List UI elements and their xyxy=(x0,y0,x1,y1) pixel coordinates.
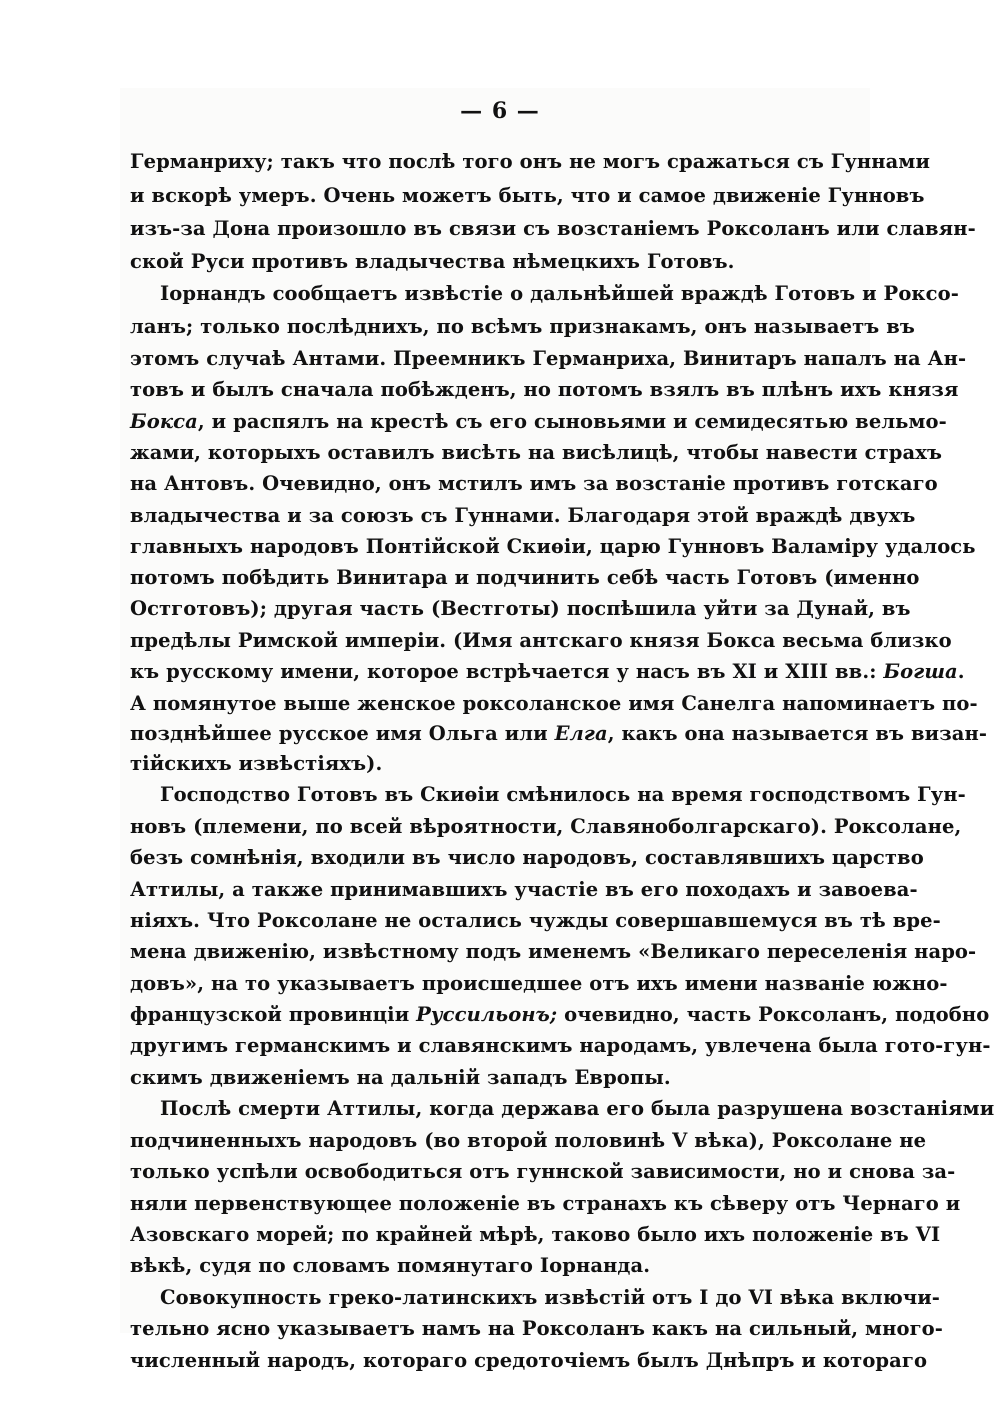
text-line: ской Руси противъ владычества нѣмецкихъ Готовъ. xyxy=(130,250,735,273)
italic-name: Руссильонъ; xyxy=(416,1003,558,1026)
text-line: подчиненныхъ народовъ (во второй половинѣ V вѣка), Роксолане не xyxy=(130,1129,927,1152)
text-line: Остготовъ); другая часть (Вестготы) поспѣшила уйти за Дунай, въ xyxy=(130,597,911,620)
text-line: няли первенствующее положеніе въ странахъ къ сѣверу отъ Чернаго и xyxy=(130,1192,961,1215)
text-line: А помянутое выше женское роксоланское имя Санелга напоминаетъ по- xyxy=(130,692,978,715)
text-line: Послѣ смерти Аттилы, когда держава его была разрушена возстаніями xyxy=(160,1097,995,1120)
text-line: Господство Готовъ въ Скиѳіи смѣнилось на время господствомъ Гун- xyxy=(160,783,966,806)
text-line: Совокупность греко-латинскихъ извѣстій отъ I до VI вѣка включи- xyxy=(160,1286,940,1309)
text-line: только успѣли освободиться отъ гуннской зависимости, но и снова за- xyxy=(130,1160,956,1183)
text-line: довъ», на то указываетъ происшедшее отъ ихъ имени названіе южно- xyxy=(130,972,948,995)
text-line: численный народъ, котораго средоточіемъ былъ Днѣпръ и котораго xyxy=(130,1349,928,1372)
text-line: французской провинціи Руссильонъ; очевидно, часть Роксоланъ, подобно xyxy=(130,1003,990,1026)
text-line: ланъ; только послѣднихъ, по всѣмъ признакамъ, онъ называетъ въ xyxy=(130,315,915,338)
text-line: изъ-за Дона произошло въ связи съ возстаніемъ Роксоланъ или славян- xyxy=(130,217,976,240)
text-line: вѣкѣ, судя по словамъ помянутаго Іорнанда. xyxy=(130,1254,651,1277)
text-line: на Антовъ. Очевидно, онъ мстилъ имъ за возстаніе противъ готскаго xyxy=(130,472,938,495)
text-line: владычества и за союзъ съ Гуннами. Благодаря этой враждѣ двухъ xyxy=(130,504,916,527)
text-line: Іорнандъ сообщаетъ извѣстіе о дальнѣйшей враждѣ Готовъ и Роксо- xyxy=(160,282,959,305)
text-line: тельно ясно указываетъ намъ на Роксоланъ какъ на сильный, много- xyxy=(130,1317,943,1340)
text-line: предѣлы Римской имперіи. (Имя антскаго князя Бокса весьма близко xyxy=(130,629,952,652)
text-line: главныхъ народовъ Понтійской Скиѳіи, царю Гунновъ Валаміру удалось xyxy=(130,535,976,558)
text-line: жами, которыхъ оставилъ висѣть на висѣлицѣ, чтобы навести страхъ xyxy=(130,441,943,464)
text-line: новъ (племени, по всей вѣроятности, Славяноболгарскаго). Роксолане, xyxy=(130,815,962,838)
italic-name: Бокса xyxy=(130,410,198,433)
text-line: Аттилы, а также принимавшихъ участіе въ его походахъ и завоева- xyxy=(130,878,918,901)
text-line: ніяхъ. Что Роксолане не остались чужды совершавшемуся въ тѣ вре- xyxy=(130,909,941,932)
text-line: скимъ движеніемъ на дальній западъ Европы. xyxy=(130,1066,671,1089)
text-line: товъ и былъ сначала побѣжденъ, но потомъ взялъ въ плѣнъ ихъ князя xyxy=(130,378,959,401)
italic-name: Богша xyxy=(883,660,958,683)
text-line: Бокса, и распялъ на крестѣ съ его сыновьями и семидесятью вельмо- xyxy=(130,410,947,433)
italic-name: Елга xyxy=(554,722,608,745)
page-number: — 6 — xyxy=(460,98,540,124)
text-line: потомъ побѣдить Винитара и подчинить себѣ часть Готовъ (именно xyxy=(130,566,920,589)
text-line: позднѣйшее русское имя Ольга или Елга, какъ она называется въ визан- xyxy=(130,722,988,745)
text-line: къ русскому имени, которое встрѣчается у насъ въ XI и XIII вв.: Богша. xyxy=(130,660,965,683)
text-line: и вскорѣ умеръ. Очень можетъ быть, что и самое движеніе Гунновъ xyxy=(130,184,925,207)
text-line: тійскихъ извѣстіяхъ). xyxy=(130,752,383,775)
text-line: Германриху; такъ что послѣ того онъ не могъ сражаться съ Гуннами xyxy=(130,150,931,173)
text-line: этомъ случаѣ Антами. Преемникъ Германриха, Винитаръ напалъ на Ан- xyxy=(130,347,967,370)
text-line: мена движенію, извѣстному подъ именемъ «Великаго переселенія наро- xyxy=(130,940,977,963)
text-line: безъ сомнѣнія, входили въ число народовъ, составлявшихъ царство xyxy=(130,846,924,869)
text-line: Азовскаго морей; по крайней мѣрѣ, таково было ихъ положеніе въ VI xyxy=(130,1223,941,1246)
text-line: другимъ германскимъ и славянскимъ народамъ, увлечена была гото-гун- xyxy=(130,1034,991,1057)
